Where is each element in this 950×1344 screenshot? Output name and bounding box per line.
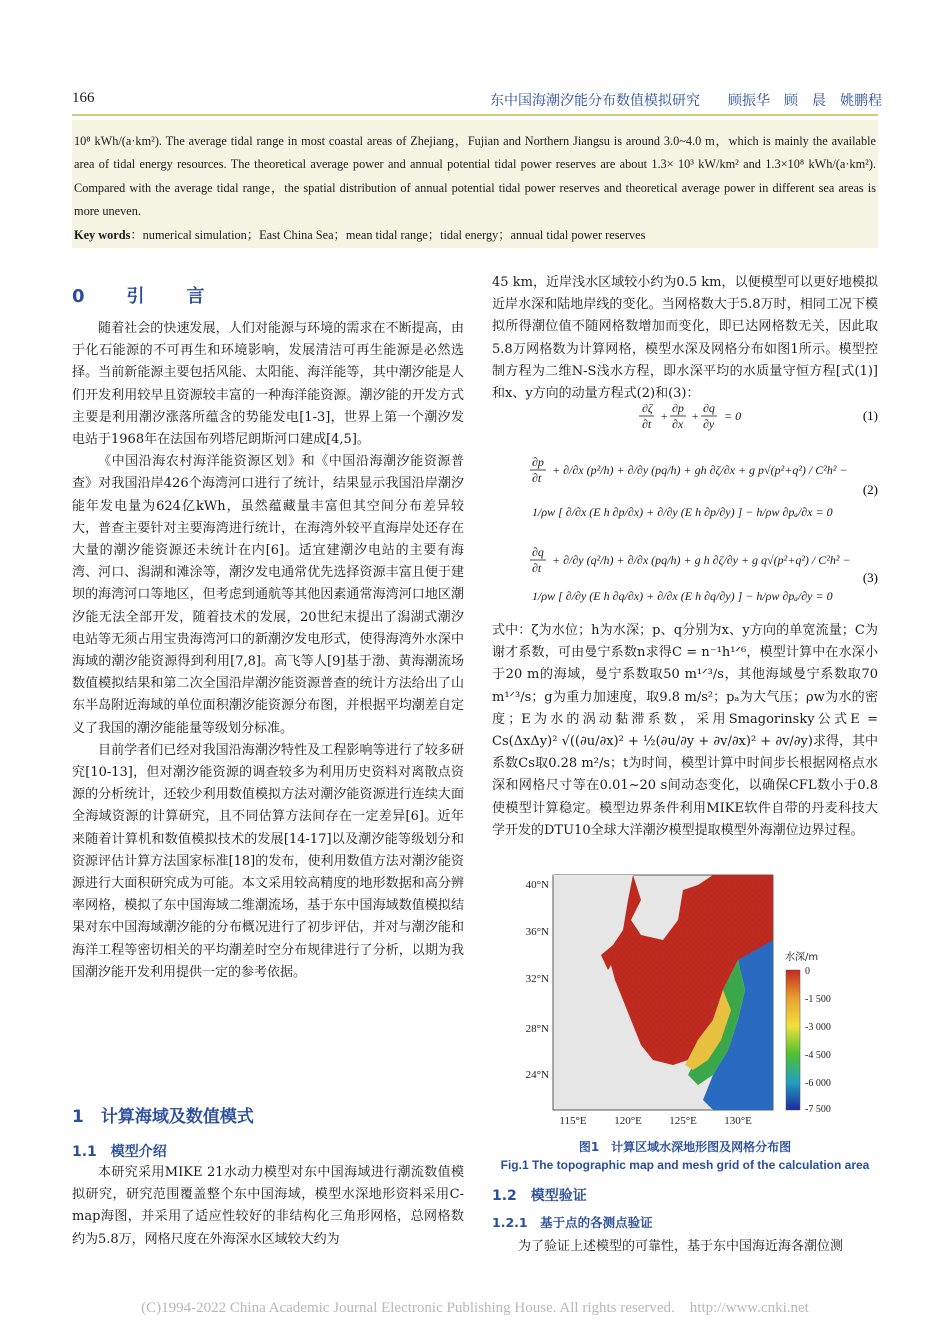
figure-caption-en: Fig.1 The topographic map and mesh grid of the calculation area <box>500 1158 870 1172</box>
model-paragraph-1: 本研究采用MIKE 21水动力模型对东中国海域进行潮流数值模拟研究，研究范围覆盖整个东中国海域，模型水深地形资料采用C-map海图，并采用了适应性较好的非结构化三角形网格，总网格数约为5.8万，网格尺度在外海深水区域较大约为 <box>72 1165 464 1247</box>
legend-title: 水深/m <box>785 952 819 963</box>
equations-svg <box>492 404 878 614</box>
page-number: 166 <box>72 90 95 106</box>
keywords <box>72 224 878 247</box>
svg-text:∂t: ∂t <box>532 471 542 485</box>
right-column-mid <box>492 620 878 842</box>
intro-paragraph-1: 随着社会的快速发展，人们对能源与环境的需求在不断提高，由于化石能源的不可再生和环境影响，发展清洁可再生能源是必然选择。当前新能源主要包括风能、太阳能、海洋能等，其中潮汐能是人们开发利用较早且资源较丰富的一种海洋能资源。潮汐能的开发方式主要是利用潮汐涨落所蕴含的势能发电[1-3]，世界上第一个潮汐发电站于1968年在法国布列塔尼朗斯河口建成[4,5]。 <box>72 321 464 448</box>
subsection-heading-1-2-1: 1.2.1 基于点的各测点验证 <box>492 1215 653 1230</box>
svg-text:+: + <box>691 409 700 423</box>
legend-tick: 0 <box>805 966 810 977</box>
subsection-heading-1-2: 1.2 模型验证 <box>492 1188 587 1204</box>
svg-text:+: + <box>660 409 669 423</box>
lon-label: 120°E <box>614 1115 642 1127</box>
figure-1 <box>513 860 853 1130</box>
svg-text:∂p: ∂p <box>672 404 684 415</box>
svg-text:∂q: ∂q <box>703 404 715 415</box>
abstract-text: 10⁸ kWh/(a·km²). The average tidal range in most coastal areas of Zhejiang，Fujian and Northern Jiangsu is around 3.0~4.0 m，which is mainly the available area of tidal energy resources. The theoretical average power and annual potential tidal power reserves are about 1.3× 10³ kW/km² and 1.3×10⁸ kWh/(a·km²). Compared with the average tidal range，the spatial distribution of annual potential tidal power reserves and theoretical average power in different sea areas is more uneven. <box>74 134 876 219</box>
legend-tick: -4 500 <box>805 1050 831 1061</box>
lon-label: 115°E <box>559 1115 587 1127</box>
keywords-label: Key words <box>74 227 131 242</box>
right-column <box>492 272 878 405</box>
model-paragraph-cont: 45 km，近岸浅水区域较小约为0.5 km，以便模型可以更好地模拟近岸水深和陆地岸线的变化。当网格数大于5.8万时，相同工况下模拟所得潮位值不随网格数增加而变化，即已达网格数无关，因此取5.8万网格数为计算网格，模型水深及网格分布如图1所示。模型控制方程为二维N-S浅水方程，即水深平均的水质量守恒方程[式(1)]和x、y方向的动量方程式(2)和(3)： <box>492 275 878 402</box>
subsection-heading-1-1: 1.1 模型介绍 <box>72 1144 167 1160</box>
svg-text:∂ζ: ∂ζ <box>642 404 653 415</box>
section-heading-1: 1 计算海域及数值模式 <box>72 1107 254 1127</box>
svg-text:= 0: = 0 <box>724 409 742 423</box>
legend-tick: -1 500 <box>805 994 831 1005</box>
svg-text:∂t: ∂t <box>532 561 542 575</box>
svg-text:∂p: ∂p <box>532 455 544 469</box>
eq-label-3: (3) <box>862 570 878 585</box>
lon-label: 125°E <box>669 1115 697 1127</box>
left-column-bottom <box>72 1162 464 1251</box>
svg-text:∂q: ∂q <box>532 545 544 559</box>
svg-text:∂x: ∂x <box>672 417 684 431</box>
svg-text:+ ∂/∂x (p²/h) + ∂/∂y (pq/h) +: + ∂/∂x (p²/h) + ∂/∂y (pq/h) + gh ∂ζ/∂x + g p√(p²+q²) / C²h² − <box>552 463 848 477</box>
legend-colorbar <box>786 970 800 1110</box>
header-rule <box>72 114 878 116</box>
svg-text:∂t: ∂t <box>642 417 652 431</box>
eq-label-1: (1) <box>862 408 878 423</box>
equations-block <box>492 404 878 614</box>
validation-paragraph: 为了验证上述模型的可靠性，基于东中国海近海各潮位测 <box>518 1239 844 1254</box>
bathymetry-map <box>513 860 853 1130</box>
copyright-footer: (C)1994-2022 China Academic Journal Electronic Publishing House. All rights reserved. http://www.cnki.net <box>141 1300 809 1316</box>
section-heading-intro: 0 引 言 <box>72 286 217 307</box>
svg-text:1/ρw [ ∂/∂y (E h ∂q/∂x) + ∂/∂x: 1/ρw [ ∂/∂y (E h ∂q/∂x) + ∂/∂x (E h ∂q/∂y) ] − h/ρw ∂pₐ/∂y = 0 <box>532 589 833 603</box>
legend-tick: -7 500 <box>805 1104 831 1115</box>
svg-text:∂y: ∂y <box>703 417 715 431</box>
intro-paragraph-2: 《中国沿海农村海洋能资源区划》和《中国沿海潮汐能资源普查》对我国沿岸426个海湾河口进行了统计，结果显示我国沿岸潮汐能年发电量为624亿kWh，虽然蕴藏量丰富但其空间分布差异较大，普查主要针对主要海湾进行统计，在海湾外较平直海岸处还存在大量的潮汐能资源还未统计在内[6]。适宜建潮汐电站的主要有海湾、河口、潟湖和滩涂等，潮汐发电通常优先选择资源丰富且便于建坝的海湾河口等地区，但考虑到通航等其他因素通常海湾河口地区潮汐能无法全部开发，随着技术的发展，20世纪末提出了潟湖式潮汐电站等无须占用宝贵海湾河口的新潮汐发电形式，使得海湾外水深中海域的潮汐能资源得到利用[7,8]。高飞等人[9]基于渤、黄海潮流场数值模拟结果和第二次全国沿岸潮汐能资源普查的统计方法给出了山东半岛附近海域的单位面积潮汐能资源分布图，并根据平均潮差自定义了我国的潮汐能能量等级划分标准。 <box>72 454 464 736</box>
lon-label: 130°E <box>724 1115 752 1127</box>
keywords-text: ：numerical simulation；East China Sea；mean tidal range；tidal energy；annual tidal power reserves <box>130 227 646 242</box>
svg-text:+ ∂/∂y (q²/h) + ∂/∂x (pq/h) +: + ∂/∂y (q²/h) + ∂/∂x (pq/h) + g h ∂ζ/∂y + g q√(p²+q²) / C²h² − <box>552 553 851 567</box>
lat-label: 40°N <box>525 879 549 891</box>
right-column-bottom <box>492 1236 878 1258</box>
svg-text:1/ρw [ ∂/∂x (E h ∂p/∂x) + ∂/∂y: 1/ρw [ ∂/∂x (E h ∂p/∂x) + ∂/∂y (E h ∂p/∂y) ] − h/ρw ∂pₐ/∂x = 0 <box>532 505 833 519</box>
left-column <box>72 318 464 984</box>
lat-label: 36°N <box>525 926 549 938</box>
eq-label-2: (2) <box>862 482 878 497</box>
legend-tick: -6 000 <box>805 1078 831 1089</box>
intro-paragraph-3: 目前学者们已经对我国沿海潮汐特性及工程影响等进行了较多研究[10-13]，但对潮汐能资源的调查较多为利用历史资料对离散点资源的分析统计，还较少利用数值模拟方法对潮汐能资源进行连续大面全海域资源的计算研究，且不同估算方法间存在一定差异[6]。近年来随着计算机和数值模拟技术的发展[14-17]以及潮汐能等级划分和资源评估计算方法国家标准[18]的发布，使利用数值方法对潮汐能资源进行大面积研究成为可能。本文采用较高精度的地形数据和高分辨率网格，模拟了东中国海域二维潮流场，基于东中国海域数值模拟结果对东中国海域潮汐能的分布概况进行了初步评估，并对与潮汐能和海洋工程等密切相关的平均潮差时空分布规律进行了分析，以期为我国潮汐能开发利用提供一定的参考依据。 <box>72 742 464 980</box>
legend-tick: -3 000 <box>805 1022 831 1033</box>
lat-label: 28°N <box>525 1023 549 1035</box>
lat-label: 24°N <box>525 1069 549 1081</box>
running-title: 东中国海潮汐能分布数值模拟研究 顾振华 顾 晨 姚鹏程 <box>490 93 882 109</box>
lat-label: 32°N <box>525 973 549 985</box>
symbol-definitions: 式中：ζ为水位；h为水深；p、q分别为x、y方向的单宽流量；C为谢才系数，可由曼宁系数n求得C = n⁻¹h¹ᐟ⁶，模型计算中在水深小于20 m的海域，曼宁系数取50 m¹ᐟ³/s，其他海域曼宁系数取70 m¹ᐟ³/s；g为重力加速度，取9.8 m/s²；pₐ为大气压；ρw为水的密度；E为水的涡动黏滞系数，采用Smagorinsky公式E = Cs(ΔxΔy)² √((∂u/∂x)² + ½(∂u/∂y + ∂v/∂x)² + ∂v/∂y)求得，其中系数Cs取0.28 m²/s；t为时间，模型计算中时间步长根据网格点水深和网格尺寸等在0.01~20 s间动态变化，以确保CFL数小于0.8使模型计算稳定。模型边界条件利用MIKE软件自带的丹麦科技大学开发的DTU10全球大洋潮汐模型提取模型外海潮位边界过程。 <box>492 623 878 838</box>
abstract-box <box>72 120 878 248</box>
figure-caption-cn: 图1 计算区域水深地形图及网格分布图 <box>578 1140 792 1154</box>
